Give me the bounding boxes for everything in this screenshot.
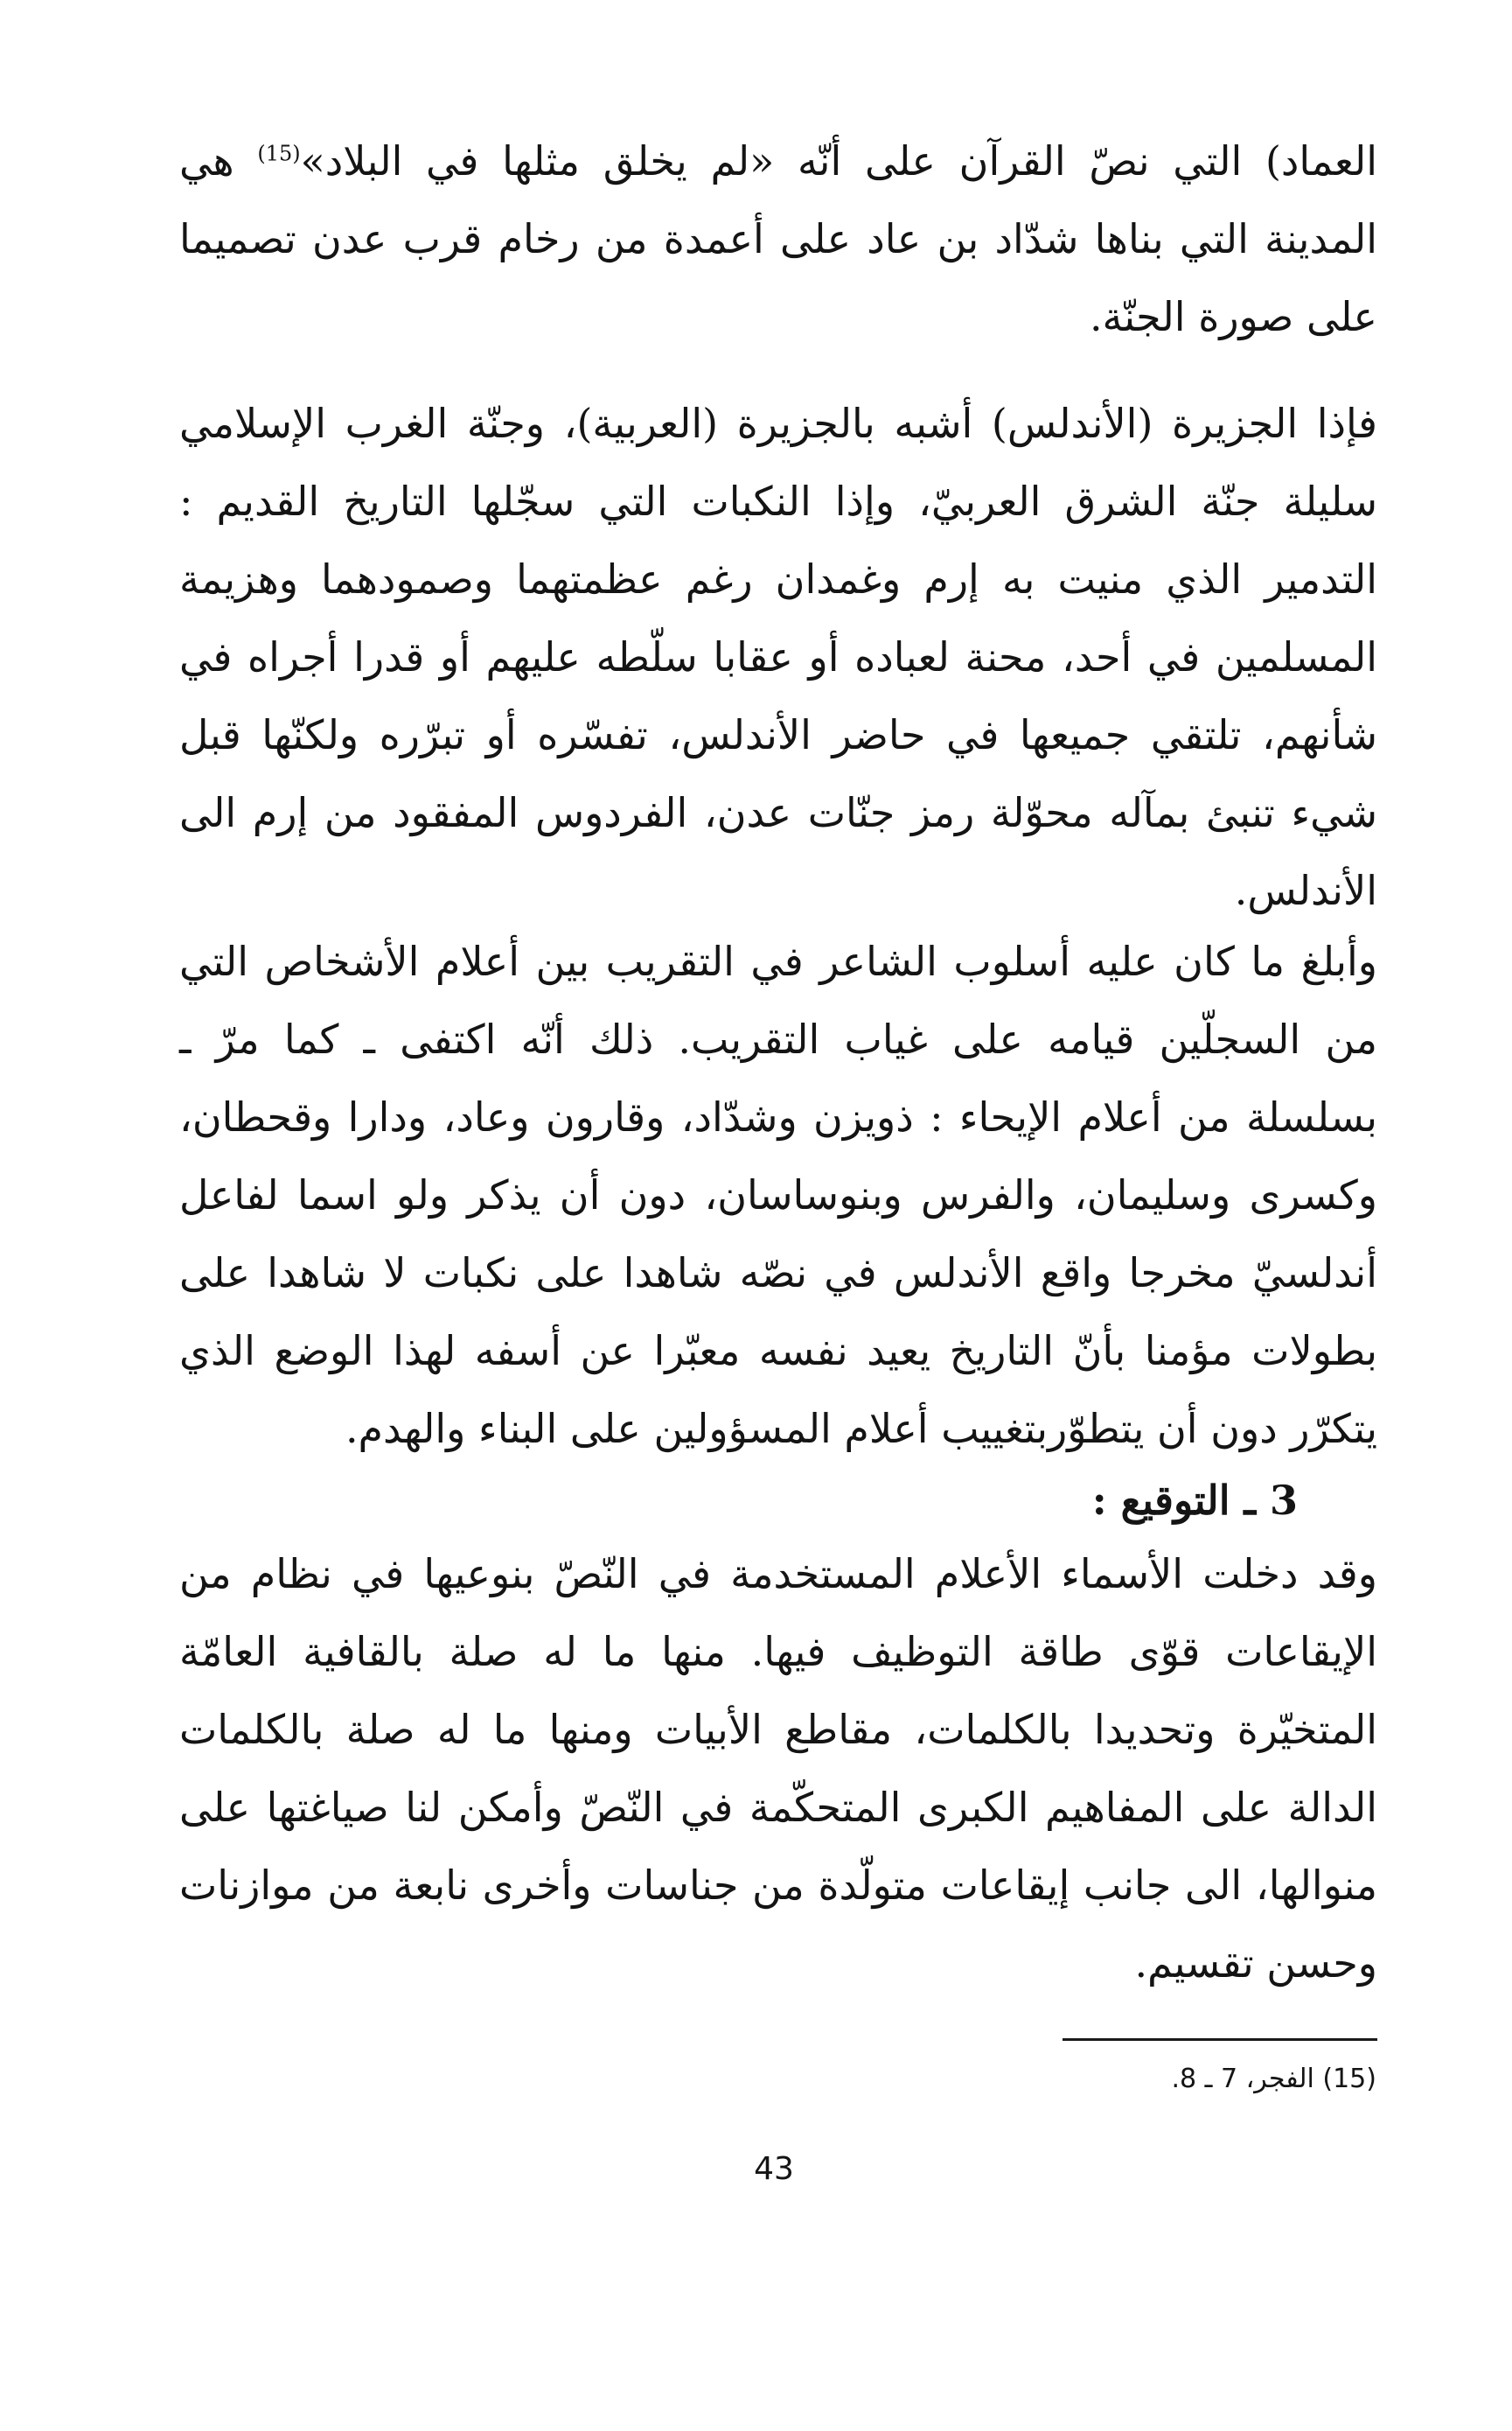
footnote: (15) الفجر، 7 ـ 8. bbox=[1171, 2064, 1376, 2094]
paragraph-1-text-end: هي المدينة التي بناها شدّاد بن عاد على أعمدة من رخام قرب عدن تصميما على صورة الجنّة. bbox=[179, 137, 1377, 340]
paragraph-3: وأبلغ ما كان عليه أسلوب الشاعر في التقريب بين أعلام الأشخاص التي من السجلّين قيامه على غياب التقريب. ذلك أنّه اكتفى ـ كما مرّ ـ بسلسلة من أعلام الإيحاء : ذويزن وشدّاد، وقارون وعاد، ودارا وقحطان، وكسرى وسليمان، والفرس وبنوساسان، دون أن يذكر ولو اسما لفاعل أندلسيّ مخرجا واقع الأندلس في نصّه شاهدا على نكبات لا شاهدا على بطولات مؤمنا بأنّ التاريخ يعيد نفسه معبّرا عن أسفه لهذا الوضع الذي يتكرّر دون أن يتطوّربتغييب أعلام المسؤولين على البناء والهدم. bbox=[179, 938, 1377, 1452]
paragraph-2: فإذا الجزيرة (الأندلس) أشبه بالجزيرة (العربية)، وجنّة الغرب الإسلامي سليلة جنّة الشرق العربيّ، وإذا النكبات التي سجّلها التاريخ القديم : التدمير الذي منيت به إرم وغمدان رغم عظمتهما وصمودهما وهزيمة المسلمين في أحد، محنة لعباده أو عقابا سلّطه عليهم أو قدرا أجراه في شأنهم، تلتقي جميعها في حاضر الأندلس، تفسّره أو تبرّره ولكنّها قبل شيء تنبئ بمآله محوّلة رمز جنّات عدن، الفردوس المفقود من إرم الى الأندلس. bbox=[179, 400, 1377, 914]
paragraph-1 bbox=[179, 122, 1377, 356]
footnote-reference: (15) bbox=[257, 141, 301, 166]
page-number: 43 bbox=[754, 2151, 794, 2187]
section-heading: 3 ـ التوقيع : bbox=[1091, 1477, 1298, 1524]
paragraph-4: وقد دخلت الأسماء الأعلام المستخدمة في النّصّ بنوعيها في نظام من الإيقاعات قوّى طاقة التوظيف فيها. منها ما له صلة بالقافية العامّة المتخيّرة وتحديدا بالكلمات، مقاطع الأبيات ومنها ما له صلة بالكلمات الدالة على المفاهيم الكبرى المتحكّمة في النّصّ وأمكن لنا صياغتها على منوالها، الى جانب إيقاعات متولّدة من جناسات وأخرى نابعة من موازنات وحسن تقسيم. bbox=[179, 1550, 1377, 1987]
paragraph-1-text-start: العماد) التي نصّ القرآن على أنّه «لم يخلق مثلها في البلاد» bbox=[300, 137, 1377, 185]
footnote-divider bbox=[1063, 2038, 1377, 2041]
